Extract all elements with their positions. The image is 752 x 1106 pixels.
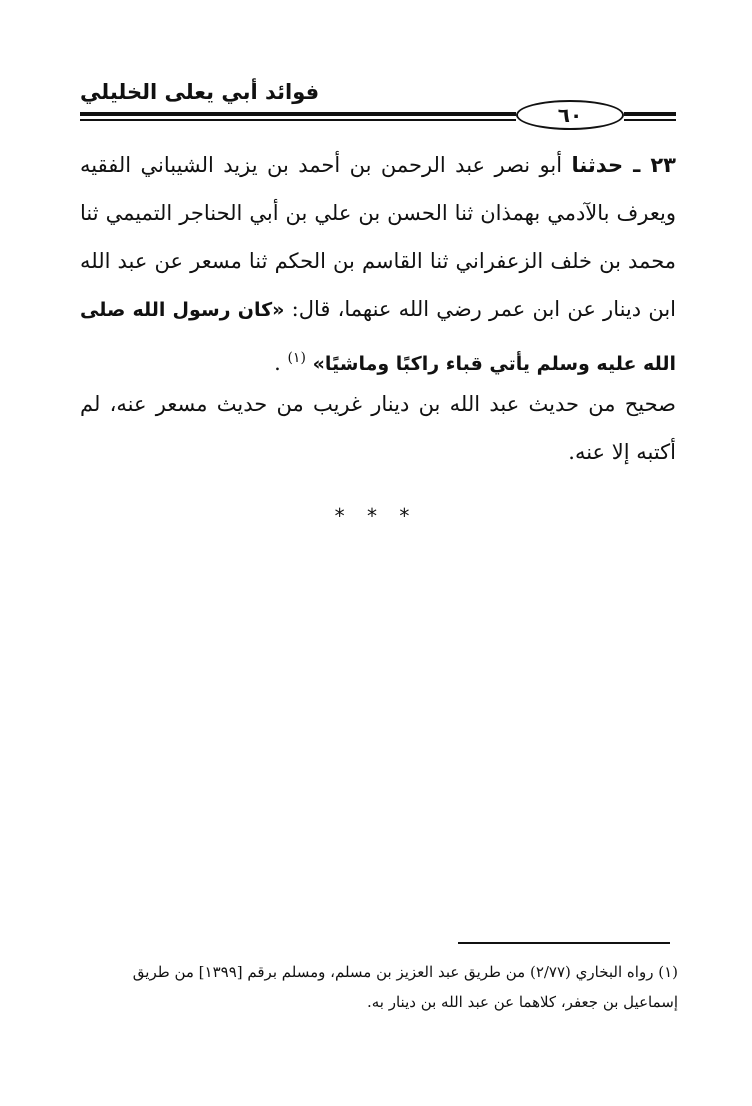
section-separator-stars: * * *	[334, 504, 418, 528]
hadith-dash: ـ	[623, 153, 651, 177]
header-rule-thin-right	[624, 119, 676, 121]
running-header-title: فوائد أبي يعلى الخليلي	[80, 80, 320, 104]
grading-comment: صحيح من حديث عبد الله بن دينار غريب من حديث مسعر عنه، لم أكتبه إلا عنه.	[80, 392, 676, 464]
footnote: (١) رواه البخاري (٢/٧٧) من طريق عبد العزيز بن مسلم، ومسلم برقم [١٣٩٩] من طريق إسماعيل بن جعفر، كلاهما عن عبد الله بن دينار به.	[132, 963, 678, 1011]
header-rule-thick-right	[624, 112, 676, 116]
hadith-isnad: أبو نصر عبد الرحمن بن أحمد بن يزيد الشيباني الفقيه ويعرف بالآدمي بهمذان ثنا الحسن بن علي بن أبي الحناجر التميمي ثنا محمد بن خلف الزعفراني ثنا القاسم بن الحكم ثنا مسعر عن عبد الله ابن دينار عن ابن عمر رضي الله عنهما، قال:	[80, 153, 676, 321]
hadith-paragraph	[80, 141, 676, 388]
footnote-rule	[458, 942, 670, 944]
footnote-reference[interactable]: (١)	[287, 350, 306, 366]
header-rule-thin-left	[80, 119, 516, 121]
hadith-matn: «كان رسول الله صلى الله عليه وسلم يأتي قباء راكبًا وماشيًا»	[80, 299, 676, 375]
hadith-number: ٢٣	[650, 153, 676, 177]
hadith-opening: حدثنا	[571, 153, 624, 177]
page-number-badge	[516, 100, 624, 130]
hadith-end: .	[274, 351, 288, 375]
page-number: ٦٠	[557, 103, 583, 127]
header-rule-thick-left	[80, 112, 516, 116]
